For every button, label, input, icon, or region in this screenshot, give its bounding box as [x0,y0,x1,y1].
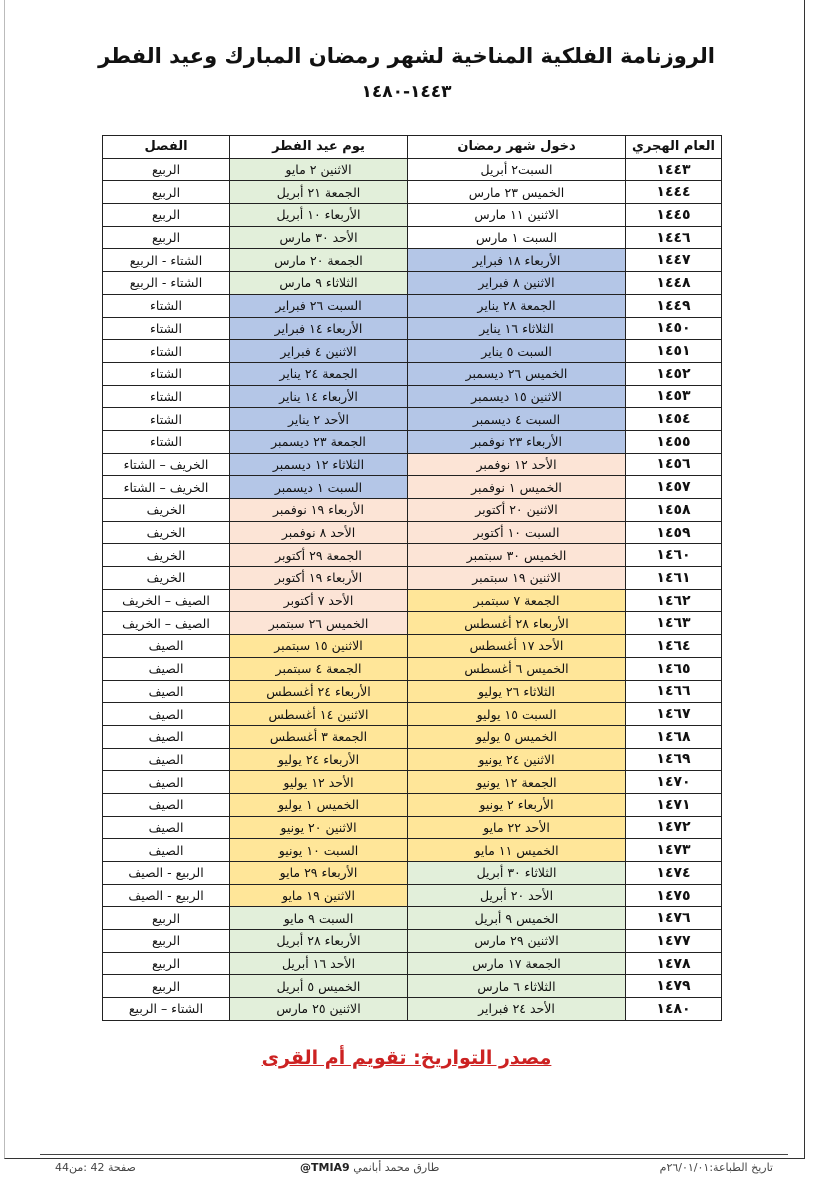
table-row [103,567,722,590]
ramadan-date-cell: الخميس ٢٦ ديسمبر [408,362,626,385]
eid-date-cell: الأحد ١٢ يوليو [230,771,408,794]
year-cell: ١٤٧٧ [626,930,722,953]
year-cell: ١٤٧٨ [626,952,722,975]
ramadan-date-cell: الاثنين ٢٤ يونيو [408,748,626,771]
season-cell: الخريف – الشتاء [103,476,230,499]
eid-date-cell: الثلاثاء ١٢ ديسمبر [230,453,408,476]
year-cell: ١٤٦٦ [626,680,722,703]
season-cell: الصيف [103,680,230,703]
season-cell: الربيع [103,158,230,181]
year-cell: ١٤٤٤ [626,181,722,204]
eid-date-cell: الاثنين ٤ فبراير [230,340,408,363]
year-cell: ١٤٦٤ [626,635,722,658]
footer-divider [40,1154,788,1155]
year-cell: ١٤٦٩ [626,748,722,771]
header-eid: يوم عيد الفطر [230,136,408,159]
year-cell: ١٤٧٠ [626,771,722,794]
season-cell: الشتاء [103,408,230,431]
season-cell: الصيف [103,771,230,794]
table-row [103,725,722,748]
ramadan-date-cell: الأحد ٢٤ فبراير [408,998,626,1021]
year-cell: ١٤٥٢ [626,362,722,385]
ramadan-date-cell: الخميس ١ نوفمبر [408,476,626,499]
table-row [103,612,722,635]
table-row [103,884,722,907]
year-cell: ١٤٥٩ [626,521,722,544]
eid-date-cell: السبت ٩ مايو [230,907,408,930]
year-cell: ١٤٥٦ [626,453,722,476]
ramadan-date-cell: الثلاثاء ٦ مارس [408,975,626,998]
table-row [103,930,722,953]
eid-date-cell: الاثنين ٢ مايو [230,158,408,181]
ramadan-date-cell: الأحد ٢٢ مايو [408,816,626,839]
eid-date-cell: الجمعة ٤ سبتمبر [230,657,408,680]
eid-date-cell: الأحد ٨ نوفمبر [230,521,408,544]
eid-date-cell: الأربعاء ١٠ أبريل [230,204,408,227]
season-cell: الصيف [103,635,230,658]
eid-date-cell: الأحد ٣٠ مارس [230,226,408,249]
table-row [103,907,722,930]
eid-date-cell: الأربعاء ١٤ يناير [230,385,408,408]
table-row [103,793,722,816]
table-row [103,680,722,703]
eid-date-cell: الأربعاء ٢٤ أغسطس [230,680,408,703]
table-row [103,998,722,1021]
year-cell: ١٤٧٢ [626,816,722,839]
year-cell: ١٤٧٩ [626,975,722,998]
year-cell: ١٤٧١ [626,793,722,816]
table-row [103,294,722,317]
season-cell: الخريف [103,544,230,567]
calendar-table [102,135,722,1021]
season-cell: الخريف [103,521,230,544]
eid-date-cell: الخميس ١ يوليو [230,793,408,816]
table-row [103,204,722,227]
year-cell: ١٤٤٦ [626,226,722,249]
season-cell: الشتاء [103,385,230,408]
table-row [103,249,722,272]
ramadan-date-cell: الجمعة ١٢ يونيو [408,771,626,794]
table-row [103,476,722,499]
eid-date-cell: الأحد ١٦ أبريل [230,952,408,975]
season-cell: الربيع [103,226,230,249]
ramadan-date-cell: الجمعة ٧ سبتمبر [408,589,626,612]
page-title: الروزنامة الفلكية المناخية لشهر رمضان المبارك وعيد الفطر [98,44,715,68]
season-cell: الصيف – الخريف [103,589,230,612]
eid-date-cell: الأحد ٧ أكتوبر [230,589,408,612]
table-row [103,408,722,431]
ramadan-date-cell: الاثنين ٨ فبراير [408,272,626,295]
table-row [103,317,722,340]
year-cell: ١٤٧٥ [626,884,722,907]
ramadan-date-cell: الأربعاء ٢٨ أغسطس [408,612,626,635]
header-ramadan: دخول شهر رمضان [408,136,626,159]
eid-date-cell: الاثنين ١٥ سبتمبر [230,635,408,658]
season-cell: الصيف [103,793,230,816]
season-cell: الخريف – الشتاء [103,453,230,476]
season-cell: الصيف [103,748,230,771]
eid-date-cell: السبت ١٠ يونيو [230,839,408,862]
eid-date-cell: الاثنين ٢٥ مارس [230,998,408,1021]
ramadan-date-cell: الثلاثاء ٢٦ يوليو [408,680,626,703]
table-row [103,385,722,408]
year-cell: ١٤٥١ [626,340,722,363]
season-cell: الربيع [103,930,230,953]
table-row [103,657,722,680]
ramadan-date-cell: الخميس ٥ يوليو [408,725,626,748]
footer-page-number: صفحة 42 :من44 [55,1161,136,1174]
footer-handle: @TMIA9 [300,1161,350,1174]
ramadan-date-cell: الأحد ١٧ أغسطس [408,635,626,658]
season-cell: الشتاء [103,430,230,453]
season-cell: الربيع - الصيف [103,862,230,885]
season-cell: الصيف [103,839,230,862]
season-cell: الشتاء – الربيع [103,998,230,1021]
year-cell: ١٤٧٤ [626,862,722,885]
year-cell: ١٤٨٠ [626,998,722,1021]
eid-date-cell: الأربعاء ١٩ أكتوبر [230,567,408,590]
ramadan-date-cell: السبت٢ أبريل [408,158,626,181]
table-row [103,975,722,998]
ramadan-date-cell: الثلاثاء ٣٠ أبريل [408,862,626,885]
source-note [0,1047,813,1069]
year-cell: ١٤٤٥ [626,204,722,227]
eid-date-cell: الأربعاء ٢٤ يوليو [230,748,408,771]
table-row [103,499,722,522]
table-row [103,771,722,794]
ramadan-date-cell: الأحد ٢٠ أبريل [408,884,626,907]
table-row [103,635,722,658]
year-cell: ١٤٥٧ [626,476,722,499]
eid-date-cell: الجمعة ٢٤ يناير [230,362,408,385]
year-cell: ١٤٦٨ [626,725,722,748]
season-cell: الصيف [103,657,230,680]
season-cell: الشتاء [103,340,230,363]
eid-date-cell: الأحد ٢ يناير [230,408,408,431]
table-row [103,272,722,295]
ramadan-date-cell: الخميس ٩ أبريل [408,907,626,930]
eid-date-cell: الجمعة ٢٠ مارس [230,249,408,272]
year-cell: ١٤٤٩ [626,294,722,317]
year-cell: ١٤٦١ [626,567,722,590]
table-row [103,158,722,181]
ramadan-date-cell: الاثنين ٢٠ أكتوبر [408,499,626,522]
year-cell: ١٤٥٤ [626,408,722,431]
table-row [103,181,722,204]
header-year: العام الهجري [626,136,722,159]
footer-author-name: طارق محمد أبانمي [353,1161,440,1174]
eid-date-cell: الجمعة ٢٩ أكتوبر [230,544,408,567]
table-row [103,816,722,839]
season-cell: الخريف [103,499,230,522]
year-cell: ١٤٦٧ [626,703,722,726]
year-cell: ١٤٥٠ [626,317,722,340]
season-cell: الربيع [103,907,230,930]
ramadan-date-cell: الخميس ٣٠ سبتمبر [408,544,626,567]
year-cell: ١٤٦٠ [626,544,722,567]
eid-date-cell: الاثنين ١٤ أغسطس [230,703,408,726]
year-cell: ١٤٦٢ [626,589,722,612]
ramadan-date-cell: الجمعة ٢٨ يناير [408,294,626,317]
ramadan-date-cell: الأربعاء ١٨ فبراير [408,249,626,272]
season-cell: الخريف [103,567,230,590]
eid-date-cell: الأربعاء ٢٩ مايو [230,862,408,885]
table-row [103,703,722,726]
ramadan-date-cell: الاثنين ١٩ سبتمبر [408,567,626,590]
ramadan-date-cell: الأحد ١٢ نوفمبر [408,453,626,476]
table-row [103,453,722,476]
eid-date-cell: الجمعة ٢١ أبريل [230,181,408,204]
ramadan-date-cell: السبت ٥ يناير [408,340,626,363]
ramadan-date-cell: السبت ١٠ أكتوبر [408,521,626,544]
header-season: الفصل [103,136,230,159]
ramadan-date-cell: الاثنين ١١ مارس [408,204,626,227]
table-row [103,839,722,862]
ramadan-date-cell: الأربعاء ٢٣ نوفمبر [408,430,626,453]
ramadan-date-cell: الخميس ٦ أغسطس [408,657,626,680]
season-cell: الشتاء [103,294,230,317]
season-cell: الشتاء [103,362,230,385]
year-cell: ١٤٥٨ [626,499,722,522]
table-row [103,862,722,885]
ramadan-date-cell: الثلاثاء ١٦ يناير [408,317,626,340]
table-row [103,589,722,612]
ramadan-date-cell: السبت ١ مارس [408,226,626,249]
footer-author [300,1161,439,1174]
year-cell: ١٤٦٥ [626,657,722,680]
eid-date-cell: الاثنين ١٩ مايو [230,884,408,907]
season-cell: الربيع - الصيف [103,884,230,907]
season-cell: الربيع [103,975,230,998]
page-subtitle: ١٤٤٣-١٤٨٠ [361,82,452,102]
year-cell: ١٤٥٥ [626,430,722,453]
footer-print-date: تاريخ الطباعة:٢٦/٠١/٠١م [659,1161,773,1174]
table-row [103,362,722,385]
eid-date-cell: الثلاثاء ٩ مارس [230,272,408,295]
table-row [103,544,722,567]
ramadan-date-cell: السبت ١٥ يوليو [408,703,626,726]
eid-date-cell: الأربعاء ٢٨ أبريل [230,930,408,953]
eid-date-cell: الأربعاء ١٤ فبراير [230,317,408,340]
source-text: مصدر التواريخ: تقويم أم القرى [261,1047,552,1069]
year-cell: ١٤٤٣ [626,158,722,181]
season-cell: الربيع [103,952,230,975]
season-cell: الصيف [103,725,230,748]
year-cell: ١٤٧٦ [626,907,722,930]
table-row [103,521,722,544]
ramadan-date-cell: الخميس ١١ مايو [408,839,626,862]
eid-date-cell: الخميس ٢٦ سبتمبر [230,612,408,635]
eid-date-cell: الخميس ٥ أبريل [230,975,408,998]
season-cell: الصيف – الخريف [103,612,230,635]
eid-date-cell: الاثنين ٢٠ يونيو [230,816,408,839]
season-cell: الصيف [103,703,230,726]
ramadan-date-cell: الجمعة ١٧ مارس [408,952,626,975]
eid-date-cell: الأربعاء ١٩ نوفمبر [230,499,408,522]
season-cell: الشتاء [103,317,230,340]
table-body [103,158,722,1020]
season-cell: الشتاء - الربيع [103,272,230,295]
year-cell: ١٤٤٧ [626,249,722,272]
eid-date-cell: الجمعة ٢٣ ديسمبر [230,430,408,453]
season-cell: الصيف [103,816,230,839]
eid-date-cell: السبت ٢٦ فبراير [230,294,408,317]
ramadan-date-cell: الاثنين ١٥ ديسمبر [408,385,626,408]
ramadan-date-cell: الأربعاء ٢ يونيو [408,793,626,816]
table-row [103,340,722,363]
ramadan-date-cell: الخميس ٢٣ مارس [408,181,626,204]
year-cell: ١٤٤٨ [626,272,722,295]
ramadan-date-cell: الاثنين ٢٩ مارس [408,930,626,953]
season-cell: الشتاء - الربيع [103,249,230,272]
eid-date-cell: السبت ١ ديسمبر [230,476,408,499]
table-row [103,748,722,771]
year-cell: ١٤٧٣ [626,839,722,862]
season-cell: الربيع [103,181,230,204]
season-cell: الربيع [103,204,230,227]
year-cell: ١٤٥٣ [626,385,722,408]
eid-date-cell: الجمعة ٣ أغسطس [230,725,408,748]
table-header-row [103,136,722,159]
table-row [103,952,722,975]
year-cell: ١٤٦٣ [626,612,722,635]
ramadan-date-cell: السبت ٤ ديسمبر [408,408,626,431]
table-row [103,430,722,453]
table-row [103,226,722,249]
